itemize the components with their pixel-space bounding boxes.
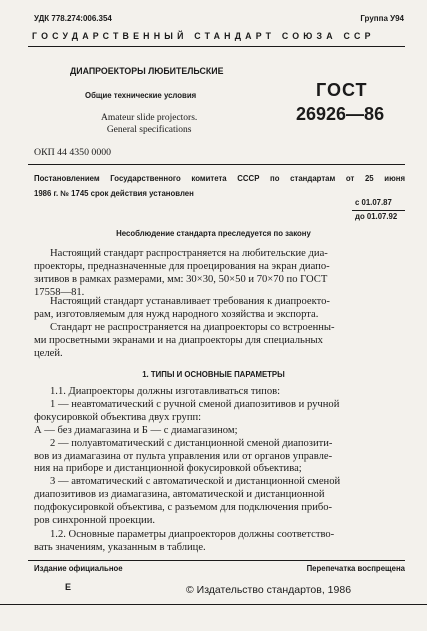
footer-rule — [28, 560, 405, 561]
clause-1-1-line-5: 2 — полуавтоматический с дистанционной сменой диапозити- — [50, 437, 333, 449]
header-rule — [28, 46, 405, 47]
resolution-line-2: 1986 г. № 1745 срок действия установлен — [34, 189, 194, 198]
validity-rule — [352, 210, 405, 211]
document-subtitle: Общие технические условия — [85, 91, 197, 100]
clause-1-1-line-7: ния на приборе и дистанционной фокусировкой объектива; — [34, 463, 302, 475]
intro-1-line-2: проекторы, предназначенные для проецирования на экран диапо- — [34, 260, 330, 272]
gost-label: ГОСТ — [316, 80, 368, 100]
clause-1-1-line-11: ров синхронной проекции. — [34, 515, 156, 527]
english-title-line-1: Amateur slide projectors. — [101, 113, 198, 123]
clause-1-1-line-9: диапозитивов из диамагазина, автоматической и дистанционной — [34, 489, 325, 501]
reprint-prohibited: Перепечатка воспрещена — [306, 564, 405, 573]
resolution-line-1: Постановлением Государственного комитета СССР по стандартам от 25 июня — [34, 174, 405, 183]
clause-1-2 — [34, 529, 405, 555]
clause-1-1-line-10: подфокусировкой объектива, с разъемом для подключения прибо- — [34, 502, 333, 514]
bottom-rule — [0, 604, 427, 605]
resolution-text — [34, 171, 405, 201]
valid-from: с 01.07.87 — [355, 198, 392, 207]
intro-2-line-1: Настоящий стандарт устанавливает требования к диапроекто- — [50, 296, 330, 307]
intro-3-line-3: целей. — [34, 347, 63, 359]
udc-code: УДК 778.274:006.354 — [34, 14, 112, 23]
section-heading: 1. ТИПЫ И ОСНОВНЫЕ ПАРАМЕТРЫ — [142, 370, 285, 379]
official-edition: Издание официальное — [34, 564, 123, 573]
standard-banner: ГОСУДАРСТВЕННЫЙ СТАНДАРТ СОЮЗА ССР — [32, 31, 375, 41]
clause-1-1-line-4: А — без диамагазина и Б — с диамагазином; — [34, 424, 238, 436]
okp-rule — [28, 164, 405, 165]
intro-1-line-3: зитивов в рамках размерами, мм: 30×30, 50×50 и 70×70 по ГОСТ — [34, 273, 328, 285]
clause-1-1-line-2: 1 — неавтоматический с ручной сменой диапозитивов и ручной — [50, 398, 340, 410]
intro-paragraph-3 — [34, 322, 405, 361]
intro-3-line-1: Стандарт не распространяется на диапроекторы со встроенны- — [50, 322, 335, 333]
edition-letter: Е — [65, 582, 72, 592]
valid-until: до 01.07.92 — [355, 212, 398, 221]
document-title: ДИАПРОЕКТОРЫ ЛЮБИТЕЛЬСКИЕ — [70, 66, 224, 76]
english-title — [101, 112, 197, 136]
clause-1-1-line-1: 1.1. Диапроекторы должны изготавливаться типов: — [50, 386, 281, 397]
intro-3-line-2: ми просветными экранами и на диапроекторы для специальных — [34, 334, 323, 346]
clause-1-1-line-3: фокусировкой объектива двух групп: — [34, 411, 202, 423]
group-code: Группа У94 — [360, 14, 404, 23]
clause-1-2-line-1: 1.2. Основные параметры диапроекторов должны соответство- — [50, 529, 335, 540]
intro-2-line-2: рам, изготовляемым для нужд народного хозяйства и экспорта. — [34, 308, 319, 320]
intro-1-line-1: Настоящий стандарт распространяется на любительские диа- — [50, 248, 328, 259]
clause-1-1-line-8: 3 — автоматический с автоматической и дистанционной сменой — [50, 476, 341, 488]
intro-paragraph-1 — [34, 248, 405, 300]
reproduction-notice: Несоблюдение стандарта преследуется по закону — [116, 229, 311, 238]
english-title-line-2: General specifications — [106, 125, 192, 135]
clause-1-1 — [34, 386, 405, 528]
okp-code: ОКП 44 4350 0000 — [34, 147, 112, 158]
copyright: © Издательство стандартов, 1986 — [186, 584, 352, 596]
gost-number: 26926—86 — [296, 104, 385, 124]
intro-paragraph-2 — [34, 296, 405, 322]
clause-1-2-line-2: вать значениям, указанным в таблице. — [34, 541, 206, 553]
intro-1-line-4: 17558—81. — [34, 286, 85, 298]
clause-1-1-line-6: вов из диамагазина от пульта управления или от органов управле- — [34, 450, 333, 462]
